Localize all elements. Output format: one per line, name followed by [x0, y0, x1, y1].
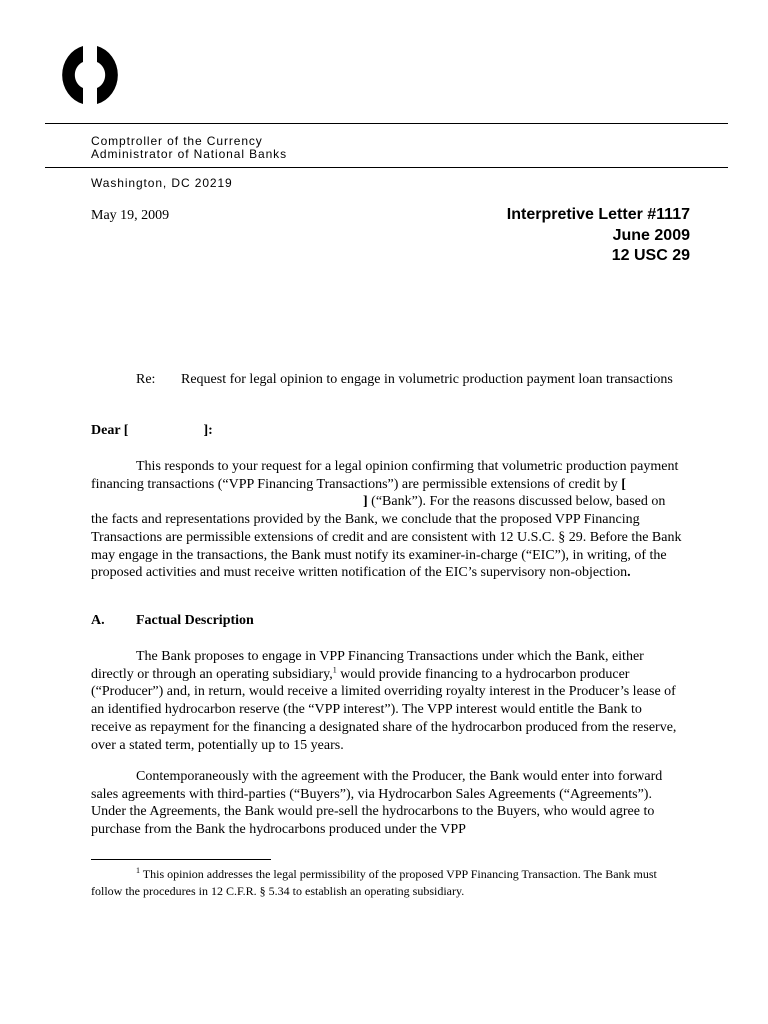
footnote-reference[interactable]: 1 [332, 665, 337, 675]
footnote [91, 866, 683, 899]
bank-name-bracket-close: ] [363, 494, 368, 510]
paragraph-factual-part1: The Bank proposes to engage in VPP Financing Transactions under which the Bank, either directly or through an operating subsidiary, [91, 649, 644, 682]
agency-subtitle: Administrator of National Banks [91, 147, 287, 161]
letter-citation: 12 USC 29 [611, 247, 690, 264]
bank-name-bracket-open: [ [621, 476, 626, 492]
section-title: Factual Description [136, 613, 254, 628]
re-label: Re: [136, 372, 156, 387]
paragraph-intro-end: . [627, 565, 631, 581]
letter-meta [507, 205, 690, 267]
header-top-rule [45, 123, 728, 124]
section-letter: A. [91, 613, 105, 628]
section-heading-a [91, 612, 254, 630]
letter-title: Interpretive Letter #1117 [506, 206, 690, 223]
letter-date: May 19, 2009 [91, 208, 170, 223]
paragraph-intro-part2: (“Bank”). For the reasons discussed below, based on the facts and representations provided by the Bank, we conclude that the proposed VPP Financing Transactions are permissible extensions of credit and are consistent with 12 U.S.C. § 29. Before the Bank may engage in the transactions, the Bank must notify its examiner-in-charge (“EIC”), in writing, of the proposed activities and must receive written notification of the EIC’s supervisory non-objection [91, 494, 682, 581]
paragraph-sales [91, 768, 683, 839]
paragraph-factual-part2: would provide financing to a hydrocarbon producer (“Producer”) and, in return, would receive a limited overriding royalty interest in the Producer’s lease of an identified hydrocarbon reserve (the “VPP interest”). The VPP interest would entitle the Bank to receive as repayment for the financing a designated share of the hydrocarbon produced from the reserve, over a stated term, potentially up to 15 years. [91, 666, 677, 753]
re-subject: Request for legal opinion to engage in volumetric production payment loan transactions [181, 372, 673, 387]
agency-name: Comptroller of the Currency [91, 134, 263, 148]
salutation [91, 422, 213, 440]
salutation-open: Dear [ [91, 423, 129, 438]
footnote-divider [91, 859, 271, 860]
paragraph-intro-part1: This responds to your request for a legal opinion confirming that volumetric production payment financing transactions (“VPP Financing Transactions”) are permissible extensions of credit by [91, 459, 679, 492]
footnote-text: This opinion addresses the legal permissibility of the proposed VPP Financing Transaction. The Bank must follow the procedures in 12 C.F.R. § 5.34 to establish an operating subsidiary. [91, 867, 657, 898]
paragraph-factual [91, 648, 683, 754]
footnote-number: 1 [136, 866, 140, 875]
occ-logo-icon [60, 42, 120, 108]
salutation-close: ]: [203, 423, 213, 438]
header-bottom-rule [45, 167, 728, 168]
agency-address: Washington, DC 20219 [91, 176, 233, 190]
paragraph-sales-text: Contemporaneously with the agreement with the Producer, the Bank would enter into forward sales agreements with third-parties (“Buyers”), via Hydrocarbon Sales Agreements (“Agreements”). Under the Agreements, the Bank would pre-sell the hydrocarbons to the Buyers, who would agree to purchase from the Bank the hydrocarbons produced under the VPP [91, 769, 663, 838]
letter-issue: June 2009 [612, 226, 690, 244]
paragraph-intro [91, 458, 683, 582]
